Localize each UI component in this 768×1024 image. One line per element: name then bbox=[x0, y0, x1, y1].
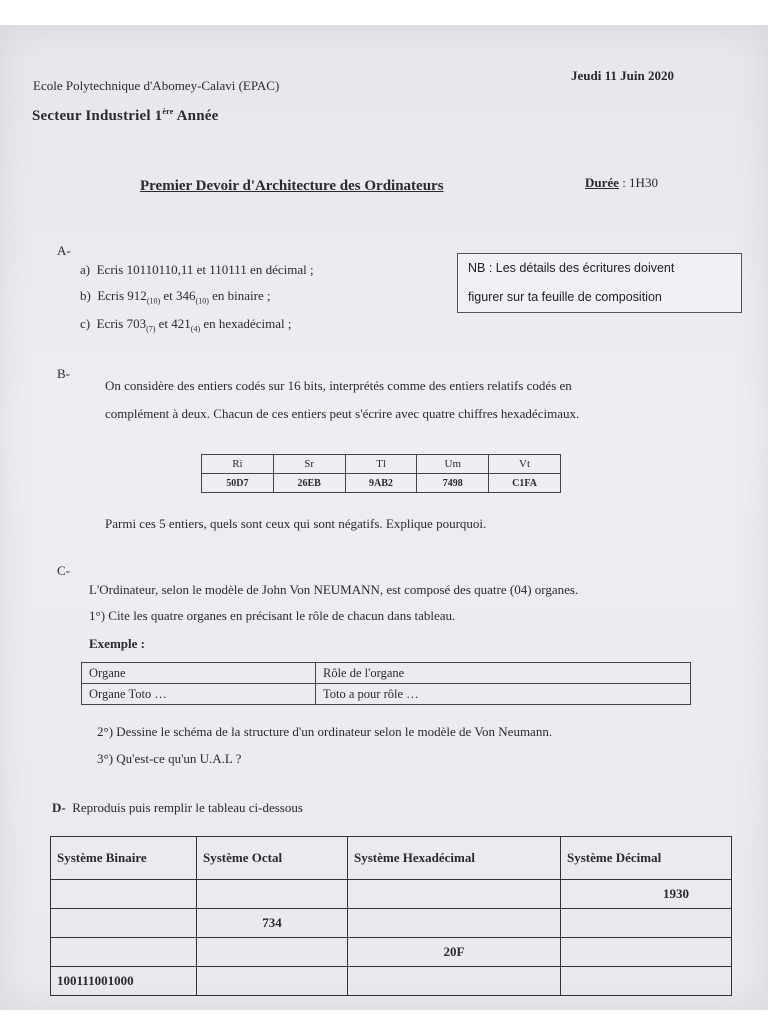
table-header-cell: Système Binaire bbox=[51, 837, 197, 880]
example-label: Exemple : bbox=[89, 636, 145, 651]
section-b-para-line: complément à deux. Chacun de ces entiers peut s'écrire avec quatre chiffres hexadécimaux. bbox=[105, 406, 580, 421]
table-cell: 100111001000 bbox=[51, 967, 197, 996]
table-row bbox=[51, 967, 732, 996]
question-text: Ecris 703 bbox=[96, 316, 147, 331]
section-c-intro: L'Ordinateur, selon le modèle de John Von NEUMANN, est composé des quatre (04) organes. bbox=[89, 582, 579, 597]
question-marker: b) bbox=[80, 288, 91, 303]
nb-note-box bbox=[457, 253, 742, 313]
table-header-cell: Système Octal bbox=[197, 837, 348, 880]
table-row bbox=[51, 909, 732, 938]
question-text: et 421 bbox=[155, 316, 191, 331]
table-row bbox=[82, 684, 691, 705]
table-cell bbox=[51, 880, 197, 909]
table-cell bbox=[561, 909, 732, 938]
table-cell bbox=[348, 909, 561, 938]
section-b-label: B- bbox=[57, 366, 70, 381]
table-cell bbox=[197, 967, 348, 996]
table-cell: 20F bbox=[348, 938, 561, 967]
organ-example-table bbox=[81, 662, 691, 705]
table-row bbox=[51, 837, 732, 880]
table-cell: Organe bbox=[82, 663, 316, 684]
section-c-q1: 1°) Cite les quatre organes en précisant le rôle de chacun dans tableau. bbox=[89, 608, 456, 623]
section-c-q3: 3°) Qu'est-ce qu'un U.A.L ? bbox=[97, 751, 242, 766]
question-text: Ecris 10110110,11 et 110111 en décimal ; bbox=[96, 262, 314, 277]
duration-value: : 1H30 bbox=[618, 175, 658, 190]
table-header-cell: Système Décimal bbox=[561, 837, 732, 880]
table-cell bbox=[348, 880, 561, 909]
question-b bbox=[80, 288, 271, 306]
table-row bbox=[202, 455, 561, 474]
question-text: en hexadécimal ; bbox=[200, 316, 292, 331]
section-b-para-line: On considère des entiers codés sur 16 bits, interprétés comme des entiers relatifs codés en bbox=[105, 378, 572, 393]
section-a-label: A- bbox=[57, 243, 71, 258]
question-text: en binaire ; bbox=[208, 288, 271, 303]
table-cell: 50D7 bbox=[202, 474, 274, 493]
table-cell bbox=[561, 967, 732, 996]
table-header-cell: Sr bbox=[273, 455, 345, 474]
table-cell: 1930 bbox=[561, 880, 732, 909]
table-cell bbox=[51, 909, 197, 938]
table-cell: Organe Toto … bbox=[82, 684, 316, 705]
section-c-label: C- bbox=[57, 563, 70, 578]
table-header-cell: Tl bbox=[345, 455, 417, 474]
table-cell: 26EB bbox=[273, 474, 345, 493]
table-cell bbox=[348, 967, 561, 996]
section-c-q2: 2°) Dessine le schéma de la structure d'un ordinateur selon le modèle de Von Neumann. bbox=[97, 724, 553, 739]
question-a bbox=[80, 262, 314, 278]
table-header-cell: Vt bbox=[489, 455, 561, 474]
sector-tail: Année bbox=[173, 108, 219, 124]
question-marker: c) bbox=[80, 316, 91, 331]
table-row bbox=[51, 880, 732, 909]
section-d-instruction: Reproduis puis remplir le tableau ci-dessous bbox=[72, 800, 303, 815]
nb-line: NB : Les détails des écritures doivent bbox=[468, 261, 675, 275]
table-row bbox=[202, 474, 561, 493]
section-d-label: D- bbox=[52, 800, 66, 815]
table-cell: 734 bbox=[197, 909, 348, 938]
table-header-cell: Système Hexadécimal bbox=[348, 837, 561, 880]
exam-title: Premier Devoir d'Architecture des Ordinateurs bbox=[140, 178, 444, 194]
table-header-cell: Ri bbox=[202, 455, 274, 474]
question-text: et 346 bbox=[160, 288, 196, 303]
base-subscript: (4) bbox=[190, 324, 201, 334]
nb-line: figurer sur ta feuille de composition bbox=[468, 290, 662, 304]
sector-line bbox=[32, 107, 218, 125]
base-subscript: (10) bbox=[195, 296, 209, 306]
number-systems-table bbox=[50, 836, 732, 996]
section-d-heading bbox=[52, 800, 303, 816]
table-cell: C1FA bbox=[489, 474, 561, 493]
table-cell bbox=[197, 880, 348, 909]
table-cell bbox=[561, 938, 732, 967]
table-row bbox=[51, 938, 732, 967]
base-subscript: (10) bbox=[146, 296, 161, 306]
question-marker: a) bbox=[80, 262, 91, 277]
table-row bbox=[82, 663, 691, 684]
table-cell bbox=[51, 938, 197, 967]
question-c bbox=[80, 316, 291, 334]
question-text: Ecris 912 bbox=[97, 288, 147, 303]
duration-label: Durée bbox=[585, 175, 619, 190]
exam-date: Jeudi 11 Juin 2020 bbox=[571, 68, 674, 83]
sector-name: Secteur Industriel 1 bbox=[32, 108, 163, 124]
school-name: Ecole Polytechnique d'Abomey-Calavi (EPAC) bbox=[33, 78, 280, 93]
table-cell: 9AB2 bbox=[345, 474, 417, 493]
section-b-question: Parmi ces 5 entiers, quels sont ceux qui sont négatifs. Explique pourquoi. bbox=[105, 516, 487, 531]
table-cell: 7498 bbox=[417, 474, 489, 493]
table-cell: Rôle de l'organe bbox=[316, 663, 691, 684]
base-subscript: (7) bbox=[146, 324, 156, 334]
table-header-cell: Um bbox=[417, 455, 489, 474]
table-cell: Toto a pour rôle … bbox=[316, 684, 691, 705]
sector-sup: ère bbox=[162, 107, 174, 116]
table-cell bbox=[197, 938, 348, 967]
hex-integers-table bbox=[201, 454, 561, 493]
exam-duration bbox=[585, 175, 658, 191]
